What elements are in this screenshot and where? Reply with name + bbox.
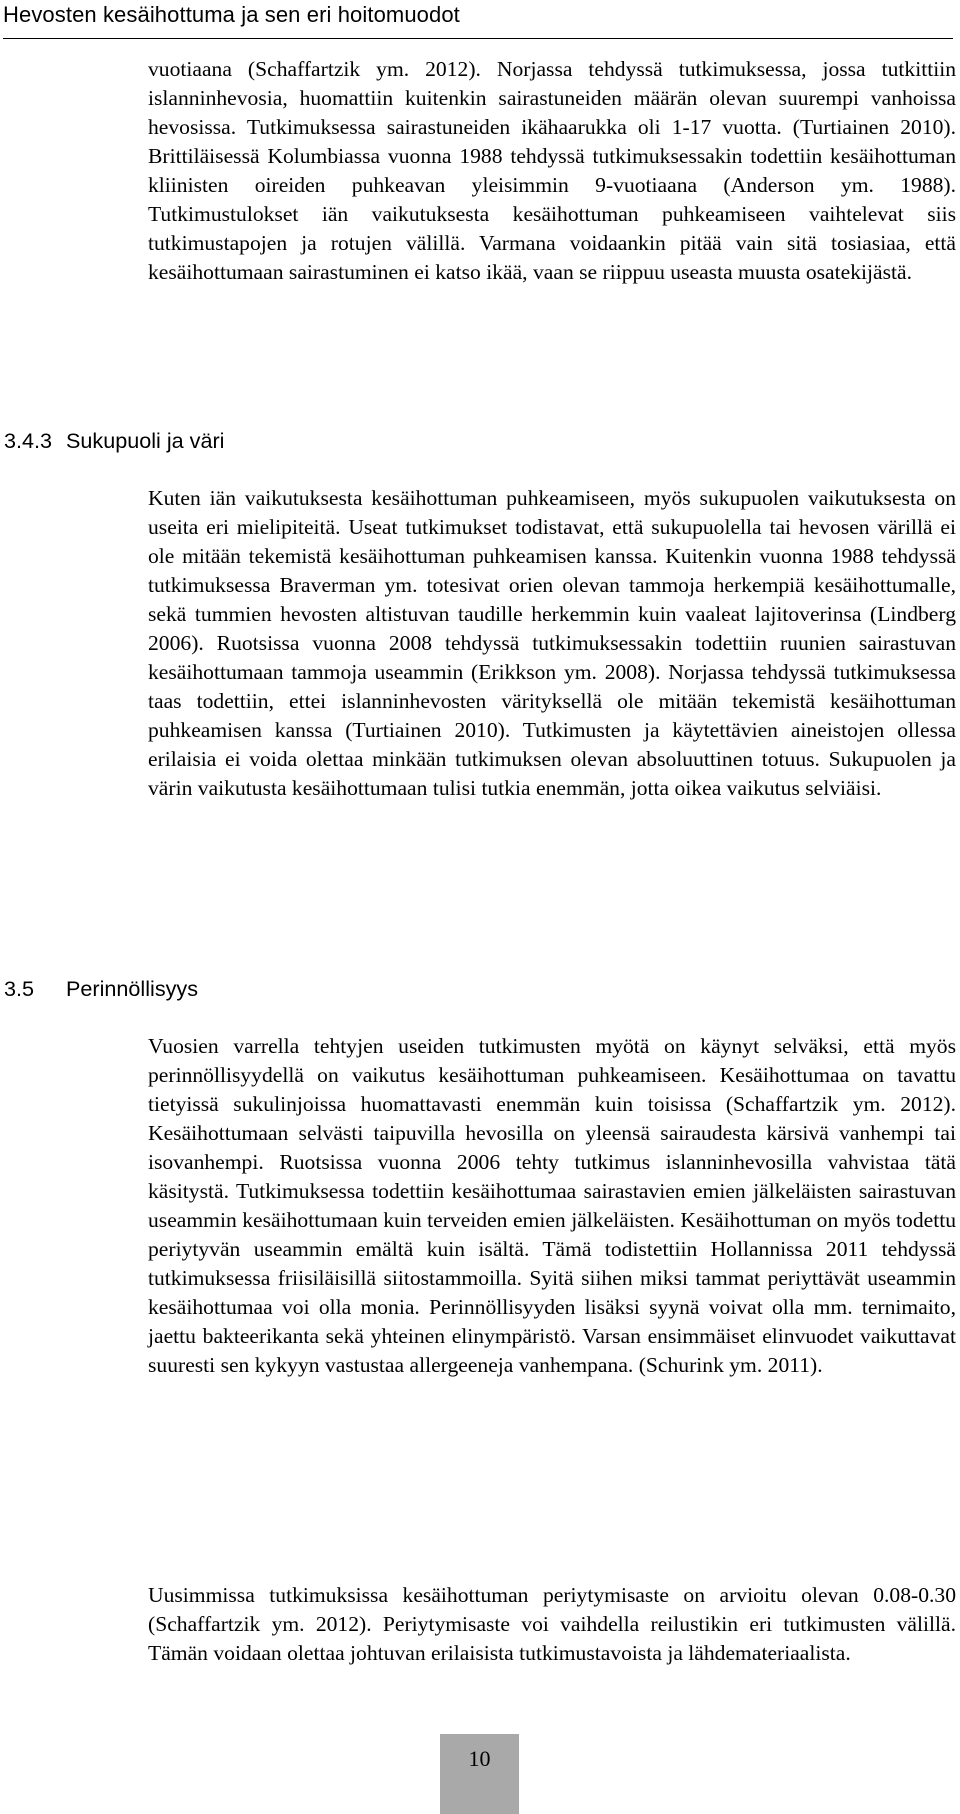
paragraph-gender-color: Kuten iän vaikutuksesta kesäihottuman puhkeamiseen, myös sukupuolen vaikutuksesta on useita eri mielipiteitä. Useat tutkimukset todistavat, että sukupuolella tai hevosen värillä ei ole mitään tekemistä kesäihottuman puhkeamisen kanssa. Kuitenkin vuonna 1988 tehdyssä tutkimuksessa Braverman ym. totesivat orien olevan tammoja herkempiä kesäihottumalle, sekä tummien hevosten altistuvan taudille herkemmin kuin vaaleat lajitoverinsa (Lindberg 2006). Ruotsissa vuonna 2008 tehdyssä tutkimuksessakin todettiin ruunien sairastuvan kesäihottumaan tammoja useammin (Erikkson ym. 2008). Norjassa tehdyssä tutkimuksessa taas todettiin, ettei islanninhevosten värityksellä ole mitään tekemistä kesäihottuman puhkeamisen kanssa (Turtiainen 2010). Tutkimusten ja käytettävien aineistojen ollessa erilaisia ei voida olettaa minkään tutkimuksen olevan absoluuttinen totuus. Sukupuolen ja värin vaikutusta kesäihottumaan tulisi tutkia enemmän, jotta oikea vaikutus selviäisi. (148, 486, 956, 800)
paragraph-heredity: Vuosien varrella tehtyjen useiden tutkimusten myötä on käynyt selväksi, että myös perinnöllisyydellä on vaikutus kesäihottuman puhkeamiseen. Kesäihottumaa on tavattu tietyissä sukulinjoissa huomattavasti enemmän kuin toisissa (Schaffartzik ym. 2012). Kesäihottumaan selvästi taipuvilla hevosilla on yleensä sairaudesta kärsivä vanhempi tai isovanhempi. Ruotsissa vuonna 2006 tehty tutkimus islanninhevosilla vahvistaa tätä käsitystä. Tutkimuksessa todettiin kesäihottumaa sairastavien emien jälkeläisten sairastuvan useammin kesäihottumaan kuin terveiden emien jälkeläisten. Kesäihottuman on myös todettu periytyvän useammin emältä kuin isältä. Tämä todistettiin Hollannissa 2011 tehdyssä tutkimuksessa friisiläisillä siitostammoilla. Syitä siihen miksi tammat periyttävät useammin kesäihottumaa voi olla monia. Perinnöllisyyden lisäksi syynä voivat olla mm. ternimaito, jaettu bakteerikanta sekä yhteinen elinympäristö. Varsan ensimmäiset elinvuodet vaikuttavat suuresti sen kykyyn vastustaa allergeeneja vanhempana. (Schurink ym. 2011). (148, 1034, 956, 1377)
page-number: 10 (468, 1746, 491, 1771)
section-heading-heredity (4, 976, 198, 1002)
section-heading-gender-color (4, 428, 224, 454)
section-title: Perinnöllisyys (66, 976, 199, 1001)
paragraph-heritability: Uusimmissa tutkimuksissa kesäihottuman periytymisaste on arvioitu olevan 0.08-0.30 (Schaffartzik ym. 2012). Periytymisaste voi vaihdella reilustikin eri tutkimusten välillä. Tämän voidaan olettaa johtuvan erilaisista tutkimustavoista ja lähdemateriaalista. (148, 1583, 956, 1665)
running-header (3, 0, 953, 39)
document-title: Hevosten kesäihottuma ja sen eri hoitomuodot (3, 2, 460, 27)
paragraph-age-conclusion: vuotiaana (Schaffartzik ym. 2012). Norjassa tehdyssä tutkimuksessa, jossa tutkittiin islanninhevosia, huomattiin kuitenkin sairastuneiden määrän olevan suurempi vanhoissa hevosissa. Tutkimuksessa sairastuneiden ikähaarukka oli 1-17 vuotta. (Turtiainen 2010). Brittiläisessä Kolumbiassa vuonna 1988 tehdyssä tutkimuksessakin todettiin kesäihottuman kliinisten oireiden puhkeavan yleisimmin 9-vuotiaana (Anderson ym. 1988). Tutkimustulokset iän vaikutuksesta kesäihottuman puhkeamiseen vaihtelevat siis tutkimustapojen ja rotujen välillä. Varmana voidaankin pitää vain sitä tosiasiaa, että kesäihottumaan sairastuminen ei katso ikää, vaan se riippuu useasta muusta osatekijästä. (148, 57, 956, 284)
page-number-box (440, 1734, 519, 1814)
section-title: Sukupuoli ja väri (66, 428, 225, 453)
section-number: 3.4.3 (4, 428, 53, 453)
section-number: 3.5 (4, 976, 35, 1001)
